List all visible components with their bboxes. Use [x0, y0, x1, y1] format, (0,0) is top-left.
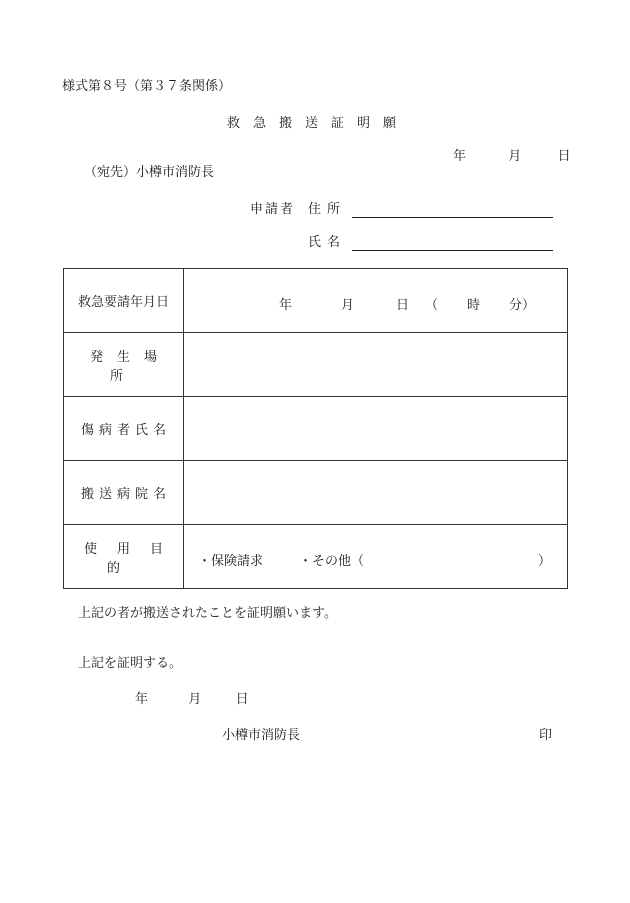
- row-label-patient-name: 傷病者氏名: [64, 397, 184, 461]
- request-date-month: 月: [341, 298, 355, 313]
- request-date-day: 日: [396, 298, 410, 313]
- request-date-minute: 分）: [509, 298, 536, 313]
- row-label-request-date: 救急要請年月日: [64, 269, 184, 333]
- request-date-hour: 時: [467, 298, 481, 313]
- request-date-open-paren: （: [425, 298, 439, 313]
- info-table: [63, 268, 568, 589]
- name-field[interactable]: [352, 236, 553, 251]
- patient-name-field[interactable]: [184, 397, 568, 461]
- purpose-option-insurance[interactable]: ・保険請求: [198, 554, 264, 569]
- table-row: [64, 461, 568, 525]
- row-label-location: 発生場所: [64, 333, 184, 397]
- form-number: 様式第８号（第３７条関係）: [62, 79, 232, 94]
- header-date-day: 日: [557, 149, 571, 164]
- certify-date-year: 年: [135, 692, 149, 707]
- purpose-other-close-paren: ）: [538, 554, 552, 569]
- addressee: （宛先）小樽市消防長: [84, 165, 215, 180]
- purpose-field[interactable]: [184, 525, 568, 589]
- header-date-year: 年: [453, 149, 467, 164]
- request-date-year: 年: [279, 298, 293, 313]
- address-field[interactable]: [352, 203, 553, 218]
- address-label: 住所: [308, 202, 347, 217]
- applicant-label: 申請者: [250, 202, 296, 217]
- certify-statement: 上記を証明する。: [78, 656, 183, 671]
- header-date-month: 月: [508, 149, 522, 164]
- document-title: 救急搬送証明願: [226, 116, 409, 131]
- table-row: [64, 397, 568, 461]
- name-label: 氏名: [308, 235, 347, 250]
- table-row: [64, 269, 568, 333]
- request-statement: 上記の者が搬送されたことを証明願います。: [78, 606, 337, 621]
- certify-date-day: 日: [235, 692, 249, 707]
- certify-date: [135, 693, 249, 706]
- request-date-field[interactable]: [184, 269, 568, 333]
- row-label-hospital: 搬送病院名: [64, 461, 184, 525]
- seal-mark: 印: [539, 728, 553, 743]
- table-row: [64, 333, 568, 397]
- certify-date-month: 月: [188, 692, 202, 707]
- table-row: [64, 525, 568, 589]
- header-date: [453, 150, 571, 163]
- location-field[interactable]: [184, 333, 568, 397]
- row-label-purpose: 使用目的: [64, 525, 184, 589]
- hospital-field[interactable]: [184, 461, 568, 525]
- certifier-name: 小樽市消防長: [222, 728, 301, 743]
- purpose-option-other[interactable]: ・その他（: [299, 554, 365, 569]
